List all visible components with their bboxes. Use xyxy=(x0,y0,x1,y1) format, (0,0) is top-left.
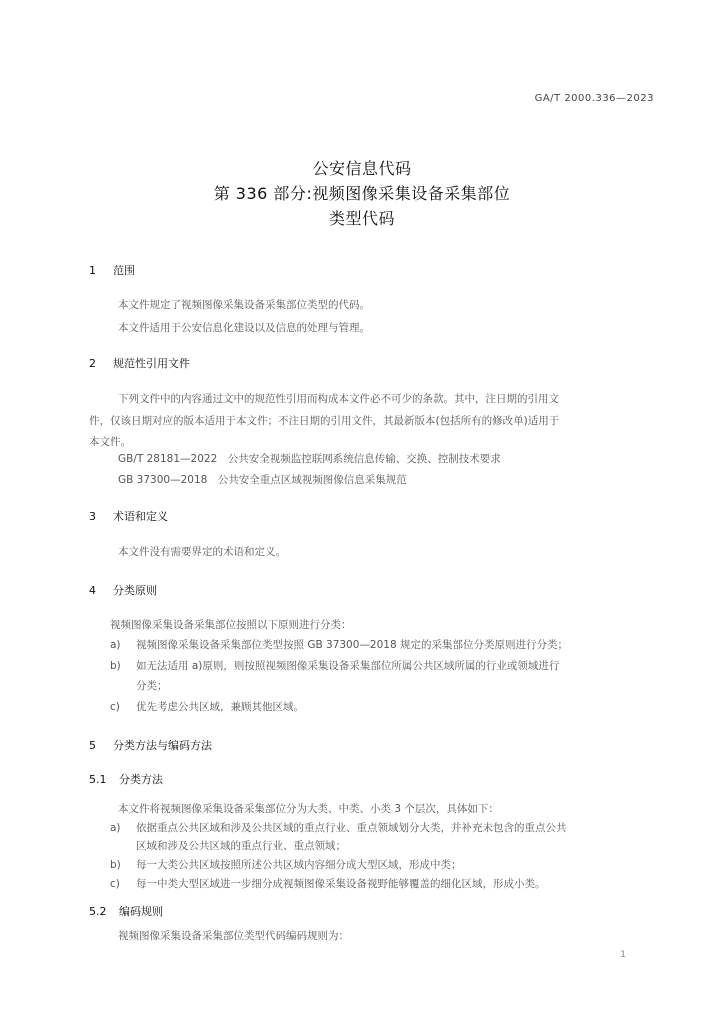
list-item xyxy=(110,637,568,652)
standard-code: GA/T 2000.336—2023 xyxy=(534,93,654,104)
section-number: 2 xyxy=(89,357,96,370)
paragraph: 本文件规定了视频图像采集设备采集部位类型的代码。 xyxy=(118,299,370,311)
section-4-heading xyxy=(89,582,157,598)
subsection-title: 编码规则 xyxy=(119,905,163,918)
list-text: 如无法适用 a)原则，则按照视频图像采集设备采集部位所属公共区域所属的行业或领域进行 xyxy=(136,660,560,672)
list-item-continuation: 区域和涉及公共区域的重点行业、重点领域； xyxy=(136,840,346,852)
list-text: 每一中类大型区域进一步细分成视频图像采集设备视野能够覆盖的细化区域，形成小类。 xyxy=(136,878,546,890)
list-label: b) xyxy=(110,660,121,672)
list-label: c) xyxy=(110,878,120,890)
subsection-number: 5.2 xyxy=(89,905,107,918)
list-item xyxy=(110,857,462,872)
section-title: 规范性引用文件 xyxy=(113,357,190,370)
paragraph-line: 件，仅该日期对应的版本适用于本文件；不注日期的引用文件，其最新版本(包括所有的修改单)适用于 xyxy=(89,415,560,427)
title-line-3: 类型代码 xyxy=(328,209,395,228)
section-number: 1 xyxy=(89,264,96,277)
list-item xyxy=(110,658,559,673)
paragraph: 本文件适用于公安信息化建设以及信息的处理与管理。 xyxy=(118,322,370,334)
subsection-5-2-heading xyxy=(89,903,163,919)
list-label: a) xyxy=(110,639,121,651)
section-number: 3 xyxy=(89,510,96,523)
paragraph: 视频图像采集设备采集部位按照以下原则进行分类： xyxy=(110,619,352,631)
subsection-number: 5.1 xyxy=(89,773,107,786)
section-2-heading xyxy=(89,355,190,371)
list-label: a) xyxy=(110,822,121,834)
section-title: 术语和定义 xyxy=(113,510,168,523)
section-1-heading xyxy=(89,262,135,278)
paragraph: 视频图像采集设备采集部位类型代码编码规则为： xyxy=(118,930,349,942)
subsection-title: 分类方法 xyxy=(119,773,163,786)
subsection-5-1-heading xyxy=(89,771,163,787)
list-text: 视频图像采集设备采集部位类型按照 GB 37300—2018 规定的采集部位分类原则进行分类； xyxy=(136,639,568,651)
paragraph-line: 下列文件中的内容通过文中的规范性引用而构成本文件必不可少的条款。其中，注日期的引用文 xyxy=(118,393,559,405)
paragraph: 本文件没有需要界定的术语和定义。 xyxy=(118,546,286,558)
title-line-1: 公安信息代码 xyxy=(312,159,412,178)
section-5-heading xyxy=(89,737,212,753)
list-text: 每一大类公共区域按照所述公共区域内容细分成大型区域，形成中类； xyxy=(136,859,462,871)
section-title: 分类原则 xyxy=(113,584,157,597)
page-mark: 1 xyxy=(620,950,626,960)
list-label: c) xyxy=(110,701,120,713)
section-title: 分类方法与编码方法 xyxy=(113,739,212,752)
paragraph-line: 本文件。 xyxy=(89,436,131,448)
list-text: 依据重点公共区域和涉及公共区域的重点行业、重点领域划分大类，并补充未包含的重点公共 xyxy=(136,822,567,834)
section-number: 4 xyxy=(89,584,96,597)
paragraph: 本文件将视频图像采集设备采集部位分为大类、中类、小类 3 个层次，具体如下： xyxy=(118,803,499,815)
normative-reference: GB/T 28181—2022 公共安全视频监控联网系统信息传输、交换、控制技术要求 xyxy=(118,453,501,465)
list-item xyxy=(110,820,567,835)
list-text: 优先考虑公共区域，兼顾其他区域。 xyxy=(136,701,304,713)
section-3-heading xyxy=(89,508,168,524)
normative-reference: GB 37300—2018 公共安全重点区域视频图像信息采集规范 xyxy=(118,474,407,486)
list-item xyxy=(110,699,304,714)
list-item-continuation: 分类； xyxy=(136,680,168,692)
list-item xyxy=(110,876,546,891)
title-line-2: 第 336 部分:视频图像采集设备采集部位 xyxy=(213,184,511,203)
list-label: b) xyxy=(110,859,121,871)
section-number: 5 xyxy=(89,739,96,752)
section-title: 范围 xyxy=(113,264,135,277)
